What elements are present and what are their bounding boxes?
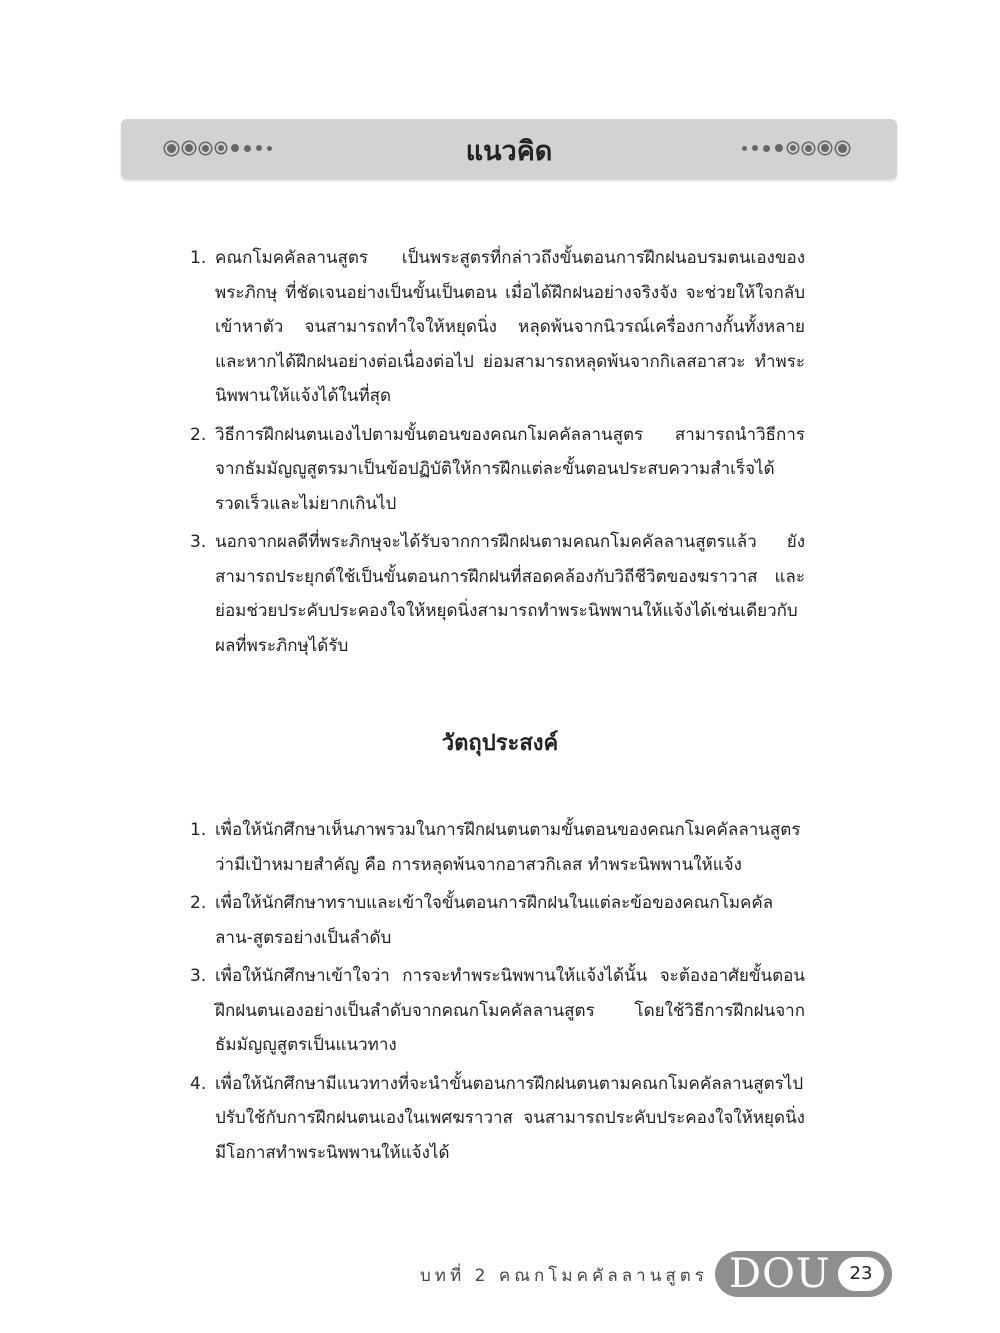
objectives-list	[190, 813, 805, 1174]
dot-icon	[752, 145, 758, 151]
dot-icon	[803, 143, 814, 154]
dot-icon	[819, 142, 831, 154]
list-item	[190, 813, 805, 882]
item-number: 4.	[190, 1073, 207, 1094]
page-number: 23	[838, 1257, 884, 1291]
item-text: คณกโมคคัลลานสูตร เป็นพระสูตรที่กล่าวถึงขั้นตอนการฝึกฝนอบรมตนเองของพระภิกษุ ที่ชัดเจนอย่างเป็นขั้นเป็นตอน เมื่อได้ฝึกฝนอย่างจริงจัง จะช่วยให้ใจกลับเข้าหาตัว จนสามารถทำใจให้หยุดนิ่ง หลุดพ้นจากนิวรณ์เครื่องกางกั้นทั้งหลาย และหากได้ฝึกฝนอย่างต่อเนื่องต่อไป ย่อมสามารถหลุดพ้นจากกิเลสอาสวะ ทำพระนิพพานให้แจ้งได้ในที่สุด	[215, 248, 805, 406]
item-number: 2.	[190, 893, 207, 913]
decorative-dots-right	[742, 136, 849, 160]
dot-icon	[836, 142, 849, 155]
list-item	[190, 1067, 805, 1171]
list-item	[190, 525, 805, 663]
item-number: 1.	[190, 820, 207, 840]
page-title: แนวคิด	[465, 136, 553, 167]
item-number: 2.	[190, 424, 207, 445]
item-text: เพื่อให้นักศึกษาเข้าใจว่า การจะทำพระนิพพานให้แจ้งได้นั้น จะต้องอาศัยขั้นตอนฝึกฝนตนเองอย่างเป็นลำดับจากคณกโมคคัลลานสูตร โดยใช้วิธีการฝึกฝนจากธัมมัญญูสูตรเป็นแนวทาง	[215, 966, 805, 1055]
item-text: นอกจากผลดีที่พระภิกษุจะได้รับจากการฝึกฝนตามคณกโมคคัลลานสูตรแล้ว ยังสามารถประยุกต์ใช้เป็นขั้นตอนการฝึกฝนที่สอดคล้องกับวิถีชีวิตของฆราวาส และย่อมช่วยประคับประคองใจให้หยุดนิ่งสามารถทำพระนิพพานให้แจ้งได้เช่นเดียวกับผลที่พระภิกษุได้รับ	[215, 532, 805, 656]
list-item	[190, 241, 805, 414]
item-number: 3.	[190, 966, 207, 986]
item-number: 1.	[190, 248, 207, 268]
list-item	[190, 886, 805, 955]
dou-badge	[715, 1251, 892, 1297]
list-item	[190, 959, 805, 1063]
dot-icon	[788, 143, 798, 153]
dot-icon	[742, 146, 747, 151]
chapter-label: บทที่ 2 คณกโมคคัลลานสูตร	[420, 1266, 708, 1286]
list-item	[190, 418, 805, 522]
item-text: เพื่อให้นักศึกษาทราบและเข้าใจขั้นตอนการฝึกฝนในแต่ละข้อของคณกโมคคัลลาน-สูตรอย่างเป็นลำดับ	[215, 893, 774, 948]
dot-icon	[763, 145, 770, 152]
dot-icon	[775, 144, 783, 152]
item-text: เพื่อให้นักศึกษาเห็นภาพรวมในการฝึกฝนตนตามขั้นตอนของคณกโมคคัลลานสูตร ว่ามีเป้าหมายสำคัญ คือ การหลุดพ้นจากอาสวกิเลส ทำพระนิพพานให้แจ้ง	[215, 820, 801, 875]
concepts-list	[190, 241, 805, 667]
item-number: 3.	[190, 532, 207, 552]
dou-logo: DOU	[729, 1251, 831, 1297]
item-text: วิธีการฝึกฝนตนเองไปตามขั้นตอนของคณกโมคคัลลานสูตร สามารถนำวิธีการจากธัมมัญญูสูตรมาเป็นข้อปฏิบัติให้การฝึกแต่ละขั้นตอนประสบความสำเร็จได้รวดเร็วและไม่ยากเกินไป	[215, 424, 805, 514]
header-band	[121, 119, 897, 179]
item-text: เพื่อให้นักศึกษามีแนวทางที่จะนำขั้นตอนการฝึกฝนตนตามคณกโมคคัลลานสูตรไปปรับใช้กับการฝึกฝนตนเองในเพศฆราวาส จนสามารถประคับประคองใจให้หยุดนิ่งมีโอกาสทำพระนิพพานให้แจ้งได้	[215, 1073, 805, 1163]
objectives-heading: วัตถุประสงค์	[441, 731, 559, 756]
